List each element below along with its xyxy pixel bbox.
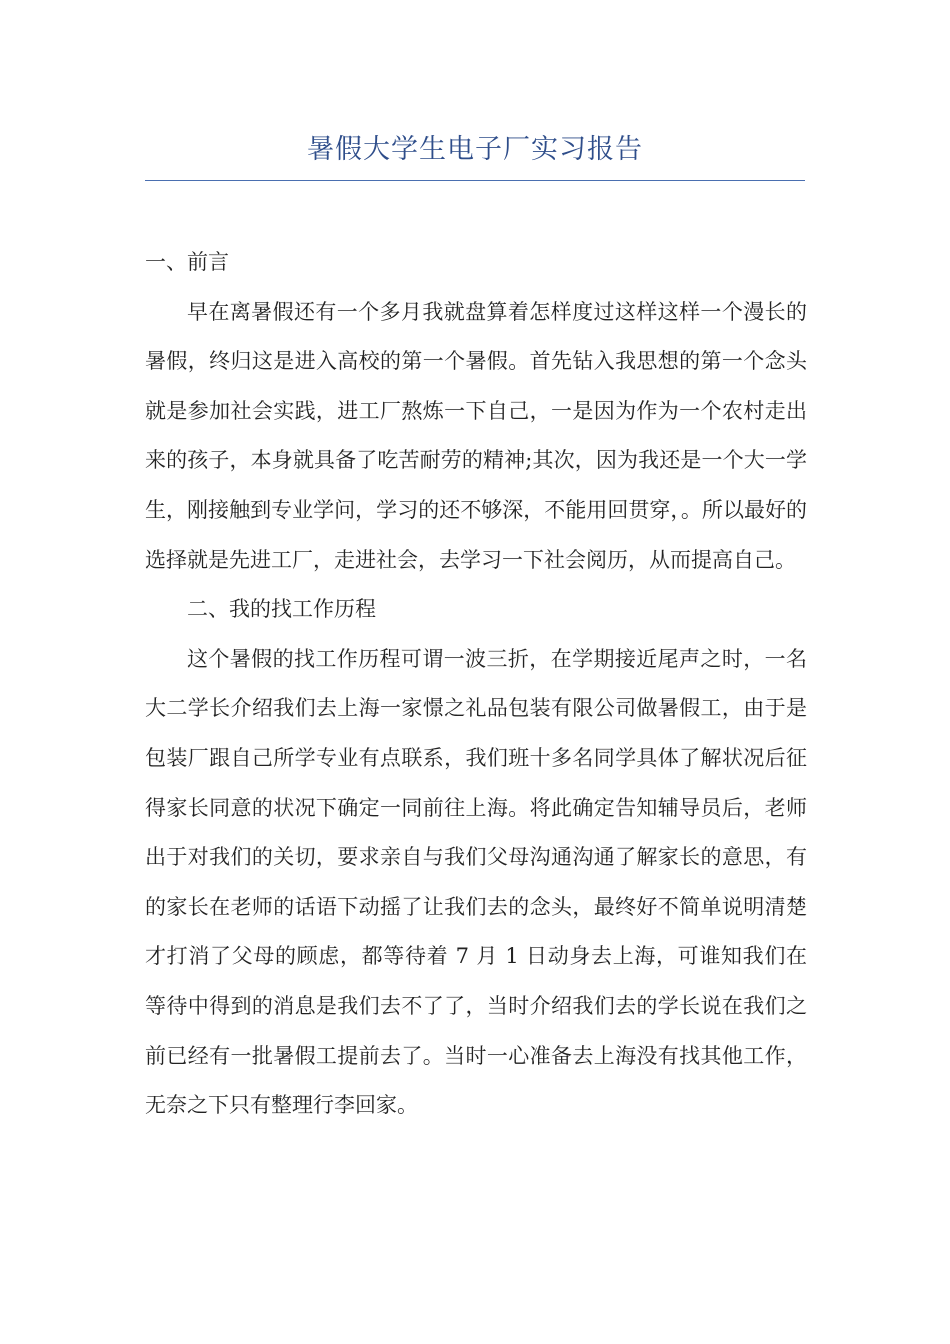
document-title: 暑假大学生电子厂实习报告	[307, 134, 643, 165]
job-search-paragraph: 这个暑假的找工作历程可谓一波三折，在学期接近尾声之时，一名大二学长介绍我们去上海一家憬之礼品包装有限公司做暑假工，由于是包装厂跟自己所学专业有点联系，我们班十多名同学具体了解状况后征得家长同意的状况下确定一同前往上海。将此确定告知辅导员后，老师出于对我们的关切，要求亲自与我们父母沟通沟通了解家长的意思，有的家长在老师的话语下动摇了让我们去的念头，最终好不简单说明清楚才打消了父母的顾虑，都等待着 7 月 1 日动身去上海，可谁知我们在等待中得到的消息是我们去不了了，当时介绍我们去的学长说在我们之前已经有一批暑假工提前去了。当时一心准备去上海没有找其他工作，无奈之下只有整理行李回家。	[145, 646, 807, 1118]
section-heading-preface: 一、前言	[145, 250, 229, 274]
section-heading-job-search: 二、我的找工作历程	[187, 597, 376, 622]
document-body	[145, 238, 807, 1131]
title-underline	[145, 180, 805, 181]
preface-paragraph: 早在离暑假还有一个多月我就盘算着怎样度过这样这样一个漫长的暑假，终归这是进入高校的第一个暑假。首先钻入我思想的第一个念头就是参加社会实践，进工厂熬炼一下自己，一是因为作为一个农村走出来的孩子，本身就具备了吃苦耐劳的精神;其次，因为我还是一个大一学生，刚接触到专业学问，学习的还不够深，不能用回贯穿，。所以最好的选择就是先进工厂，走进社会，去学习一下社会阅历，从而提高自己。	[145, 299, 807, 572]
